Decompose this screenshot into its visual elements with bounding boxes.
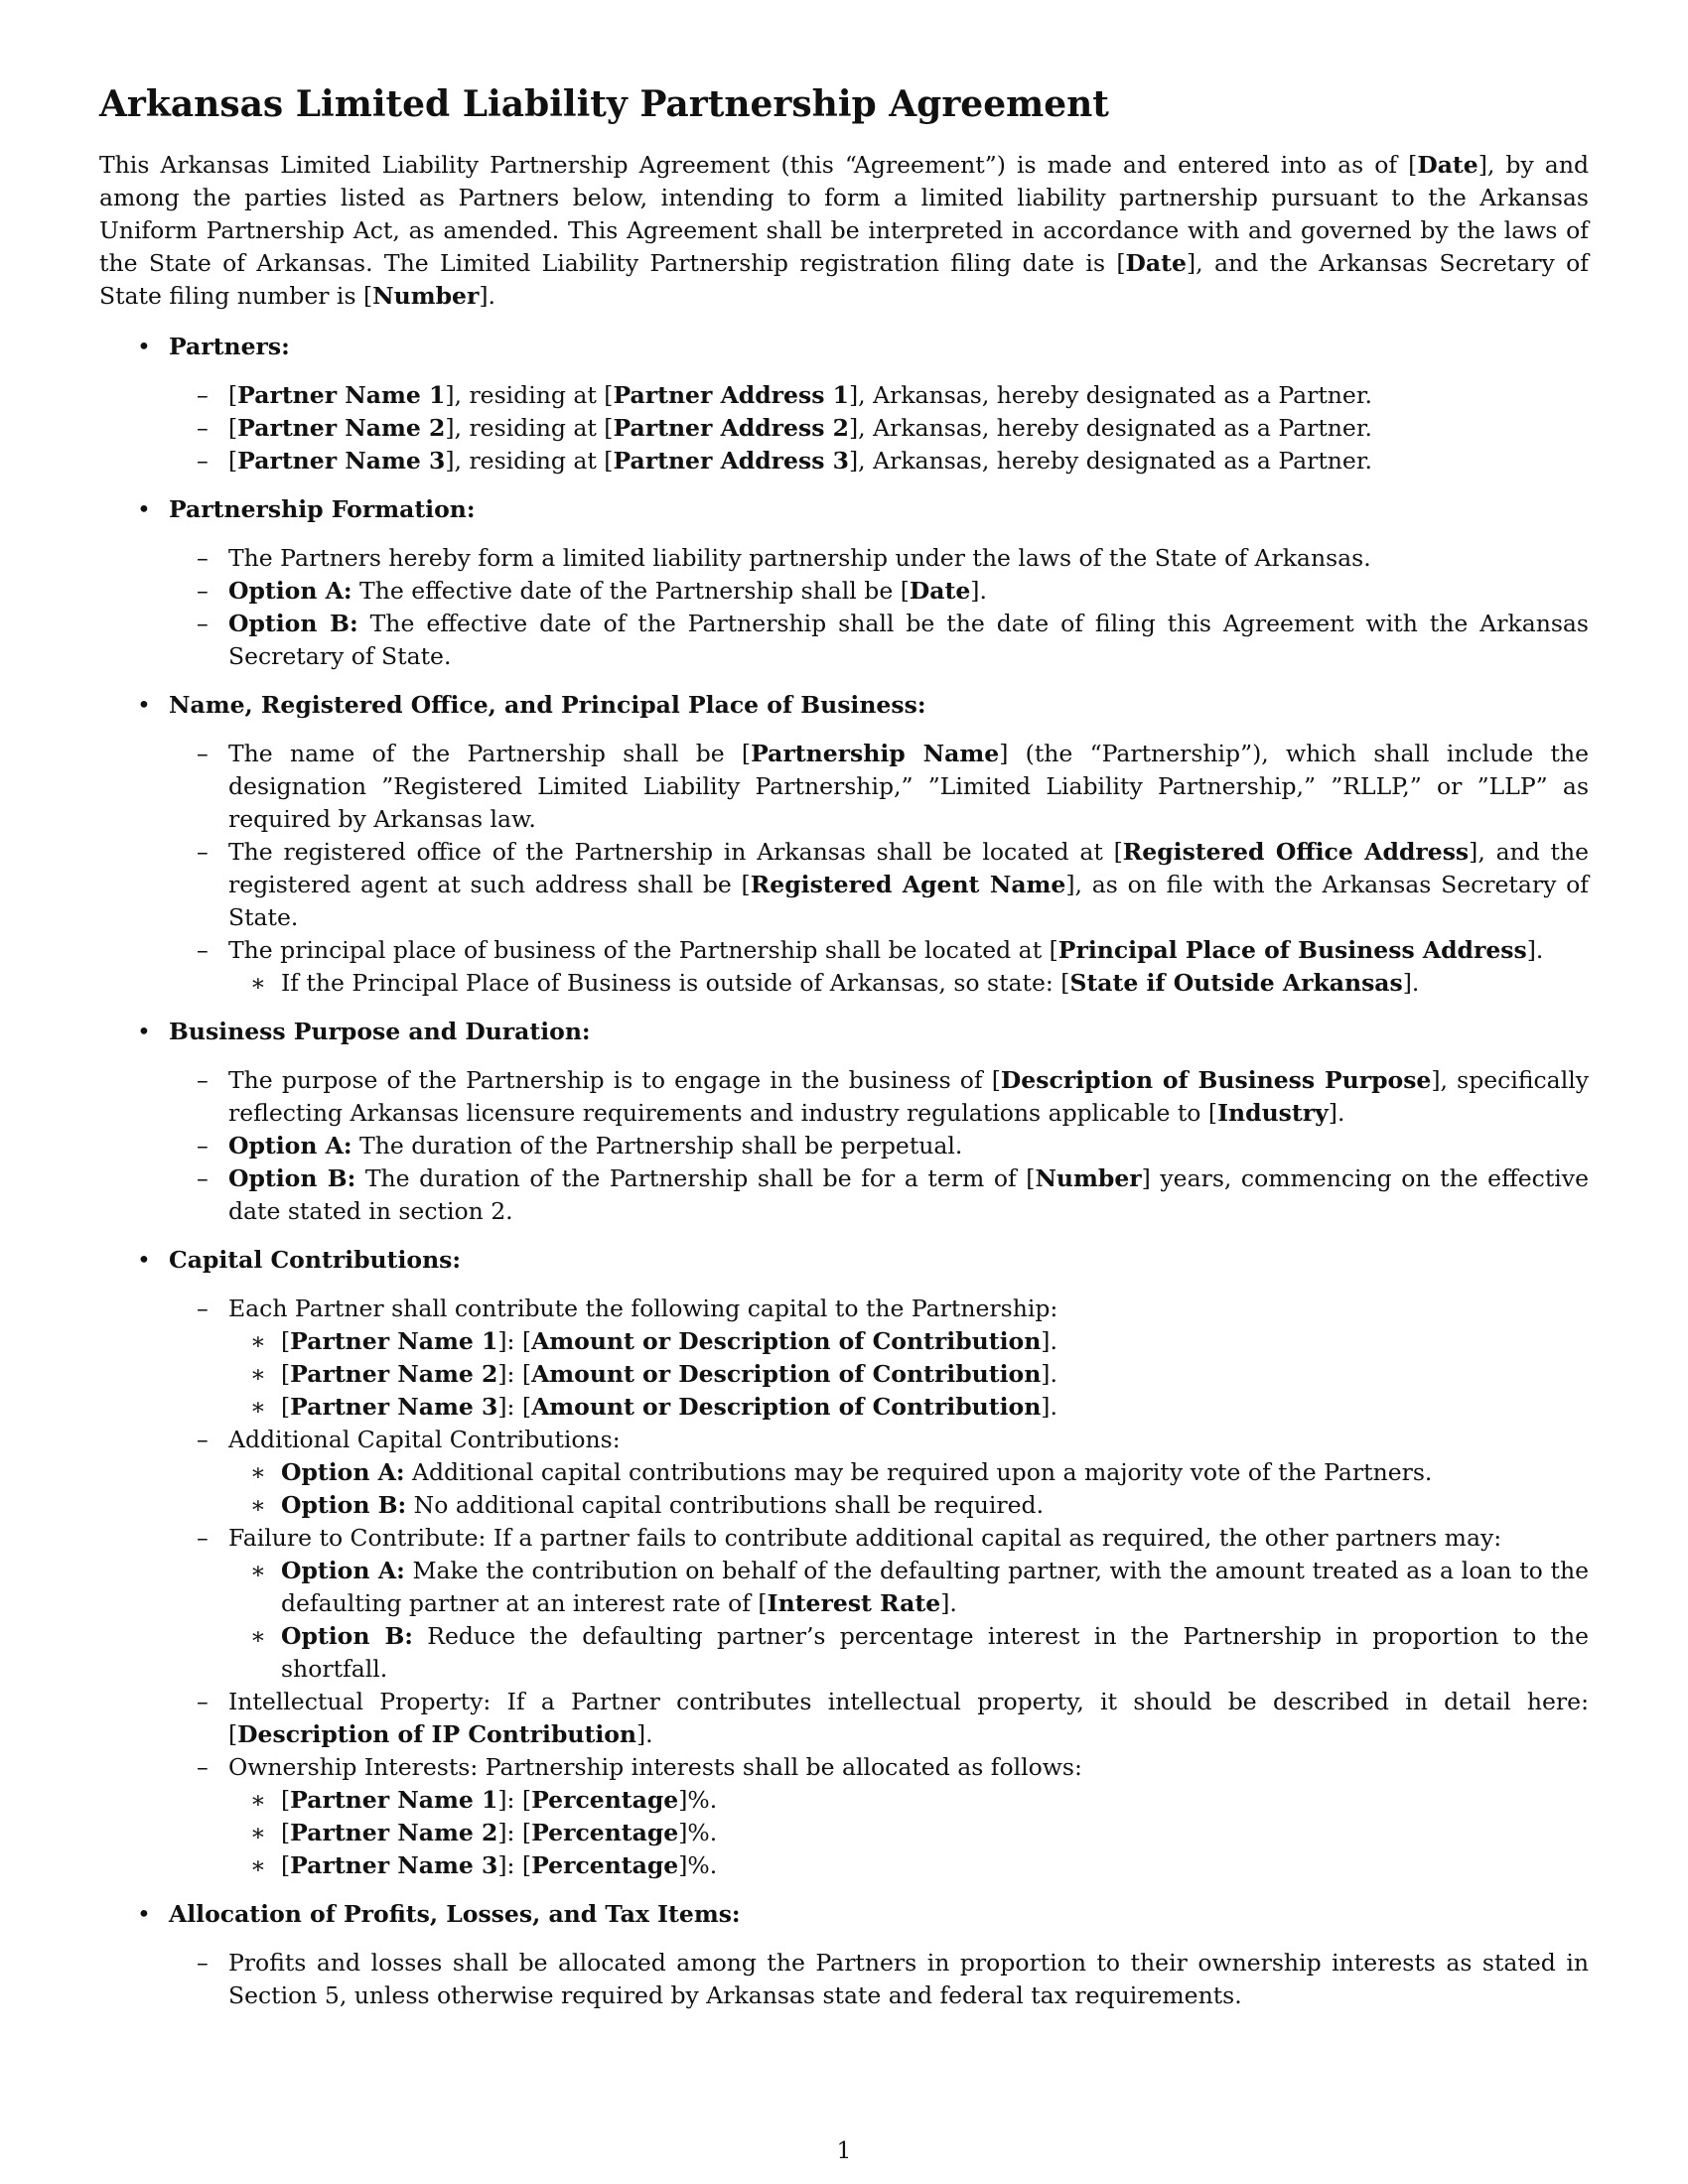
section-title: • Partners: [169, 333, 290, 360]
list-item: ∗ [Partner Name 1]: [Amount or Description of Contribution]. [228, 1325, 1589, 1358]
list-item: – Intellectual Property: If a Partner contributes intellectual property, it should be described in detail here: [Description of IP Contribution]. [169, 1686, 1589, 1751]
list-item: – The purpose of the Partnership is to engage in the business of [Description of Business Purpose], specifically reflecting Arkansas licensure requirements and industry regulations applicable to [Industry]. [169, 1064, 1589, 1130]
list-item: ∗ [Partner Name 2]: [Amount or Description of Contribution]. [228, 1358, 1589, 1391]
list-item: – The Partners hereby form a limited liability partnership under the laws of the State of Arkansas. [169, 542, 1589, 575]
list-item: ∗ If the Principal Place of Business is outside of Arkansas, so state: [State if Outside Arkansas]. [228, 967, 1589, 1000]
list-item: ∗ [Partner Name 3]: [Percentage]%. [228, 1849, 1589, 1882]
list-item: ∗ [Partner Name 2]: [Percentage]%. [228, 1817, 1589, 1849]
list-item: – Option B: The effective date of the Partnership shall be the date of filing this Agreement with the Arkansas Secretary of State. [169, 608, 1589, 673]
list-item: ∗ Option A: Make the contribution on behalf of the defaulting partner, with the amount treated as a loan to the defaulting partner at an interest rate of [Interest Rate]. [228, 1555, 1589, 1620]
section-name-office [99, 689, 1589, 1000]
intro-paragraph: This Arkansas Limited Liability Partnership Agreement (this “Agreement”) is made and entered into as of [Date], by and among the parties listed as Partners below, intending to form a limited liability partnership pursuant to the Arkansas Uniform Partnership Act, as amended. This Agreement shall be interpreted in accordance with and governed by the laws of the State of Arkansas. The Limited Liability Partnership registration filing date is [Date], and the Arkansas Secretary of State filing number is [Number]. [99, 151, 1590, 310]
section-formation [99, 493, 1589, 673]
list-item: – [Partner Name 3], residing at [Partner Address 3], Arkansas, hereby designated as a Partner. [169, 445, 1589, 478]
list-item: – The registered office of the Partnership in Arkansas shall be located at [Registered Office Address], and the registered agent at such address shall be [Registered Agent Name], as on file with the Arkansas Secretary of State. [169, 836, 1589, 934]
section-title: • Capital Contributions: [169, 1246, 462, 1274]
page-number: 1 [836, 2138, 852, 2164]
list-item: – The principal place of business of the Partnership shall be located at [Principal Place of Business Address]. ∗ If the Principal Place of Business is outside of Arkansas, so state: [State if Outside Arkansas]. [169, 934, 1589, 1000]
list-item: – Option B: The duration of the Partnership shall be for a term of [Number] years, commencing on the effective date stated in section 2. [169, 1162, 1589, 1228]
section-title: • Business Purpose and Duration: [169, 1018, 591, 1045]
document-title: Arkansas Limited Liability Partnership Agreement [99, 83, 1109, 125]
section-title: • Allocation of Profits, Losses, and Tax Items: [169, 1900, 741, 1928]
list-item: ∗ Option B: No additional capital contributions shall be required. [228, 1489, 1589, 1522]
list-item: ∗ Option A: Additional capital contributions may be required upon a majority vote of the Partners. [228, 1456, 1589, 1489]
list-item: – Each Partner shall contribute the following capital to the Partnership: ∗ [Partner Name 1]: [Amount or Description of Contribution]. ∗ [Partner Name 2]: [Amount or Description of Contribution]. ∗ [Partner Name 3]: [Amount or Description of Contribution]. [169, 1293, 1589, 1424]
list-item: – Profits and losses shall be allocated among the Partners in proportion to their ownership interests as stated in Section 5, unless otherwise required by Arkansas state and federal tax requirements. [169, 1947, 1589, 2012]
list-item: ∗ [Partner Name 3]: [Amount or Description of Contribution]. [228, 1391, 1589, 1424]
document-page [99, 81, 1589, 2028]
list-item: – Option A: The duration of the Partnership shall be perpetual. [169, 1130, 1589, 1162]
sections-list [99, 331, 1589, 2012]
section-capital [99, 1244, 1589, 1882]
list-item: – [Partner Name 1], residing at [Partner Address 1], Arkansas, hereby designated as a Partner. [169, 379, 1589, 412]
section-allocation [99, 1898, 1589, 2012]
list-item: – Option A: The effective date of the Partnership shall be [Date]. [169, 575, 1589, 608]
list-item: – Additional Capital Contributions: ∗ Option A: Additional capital contributions may be required upon a majority vote of the Partners. ∗ Option B: No additional capital contributions shall be required. [169, 1424, 1589, 1522]
list-item: – Failure to Contribute: If a partner fails to contribute additional capital as required, the other partners may: ∗ Option A: Make the contribution on behalf of the defaulting partner, with the amount treated as a loan to the defaulting partner at an interest rate of [Interest Rate]. ∗ Option B: Reduce the defaulting partner’s percentage interest in the Partnership in proportion to the shortfall. [169, 1522, 1589, 1686]
list-item: – The name of the Partnership shall be [Partnership Name] (the “Partnership”), which shall include the designation ”Registered Limited Liability Partnership,” ”Limited Liability Partnership,” ”RLLP,” or ”LLP” as required by Arkansas law. [169, 738, 1589, 836]
section-title: • Name, Registered Office, and Principal Place of Business: [169, 691, 926, 719]
list-item: – Ownership Interests: Partnership interests shall be allocated as follows: ∗ [Partner Name 1]: [Percentage]%. ∗ [Partner Name 2]: [Percentage]%. ∗ [Partner Name 3]: [Percentage]%. [169, 1751, 1589, 1882]
list-item: ∗ [Partner Name 1]: [Percentage]%. [228, 1784, 1589, 1817]
section-partners [99, 331, 1589, 478]
section-title: • Partnership Formation: [169, 495, 476, 523]
list-item: ∗ Option B: Reduce the defaulting partner’s percentage interest in the Partnership in proportion to the shortfall. [228, 1620, 1589, 1686]
list-item: – [Partner Name 2], residing at [Partner Address 2], Arkansas, hereby designated as a Partner. [169, 412, 1589, 445]
section-purpose [99, 1016, 1589, 1228]
